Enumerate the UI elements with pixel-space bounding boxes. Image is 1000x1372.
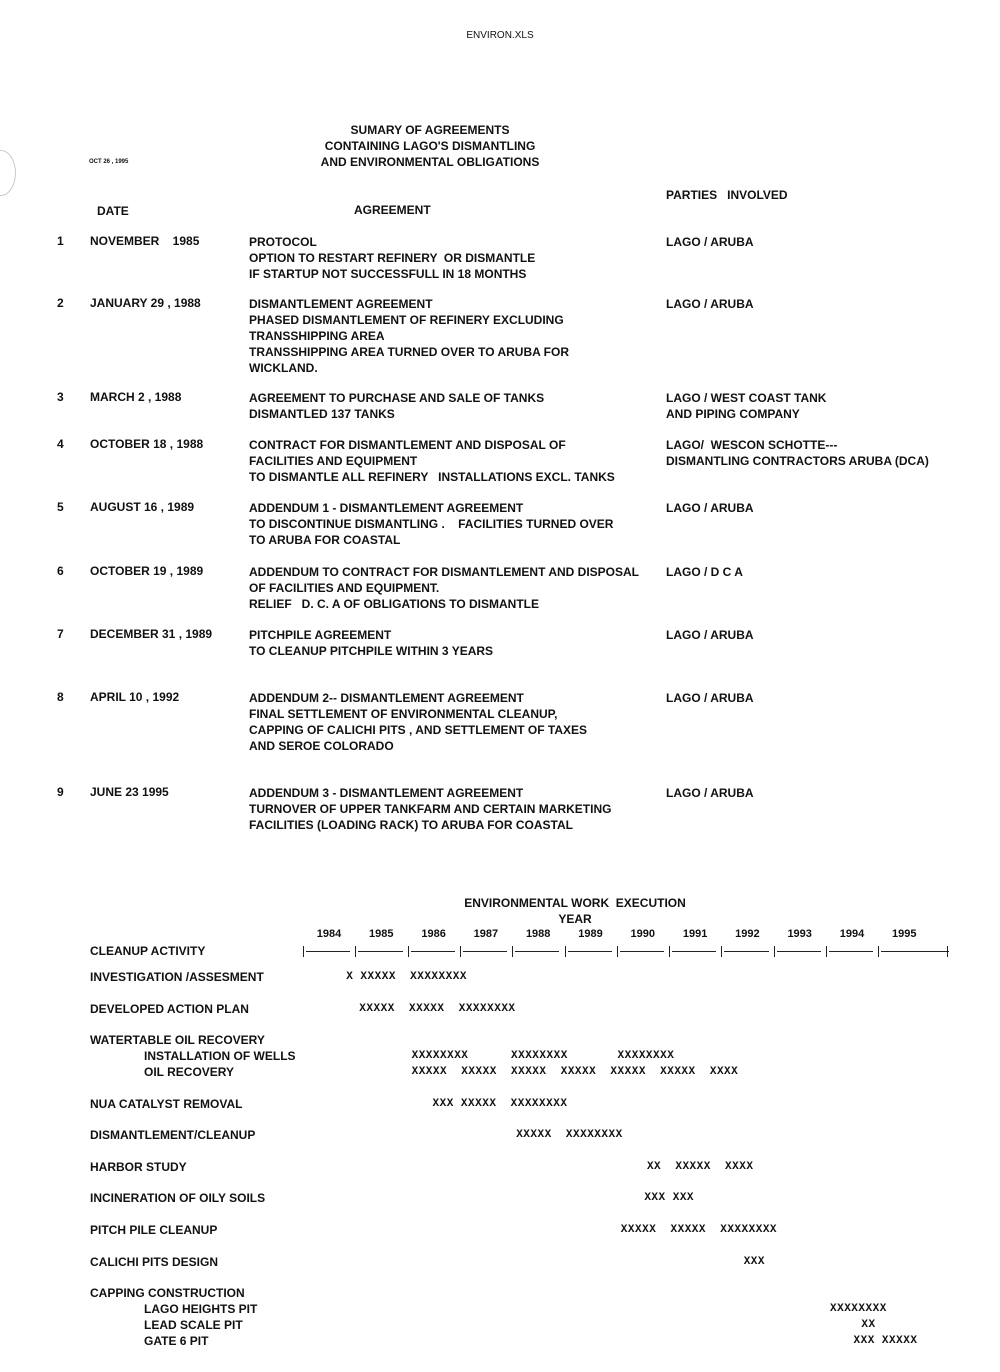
parties-involved bbox=[666, 785, 754, 801]
schedule-marks: XXX XXX bbox=[644, 1192, 695, 1204]
title-line: CONTAINING LAGO'S DISMANTLING bbox=[324, 139, 536, 153]
agreement-line: DISMANTLEMENT AGREEMENT bbox=[249, 297, 433, 311]
agreement-line: FINAL SETTLEMENT OF ENVIRONMENTAL CLEANUP, bbox=[249, 707, 558, 721]
schedule-marks: XXX bbox=[743, 1256, 766, 1268]
axis-tick bbox=[355, 946, 356, 957]
schedule-marks: XXXXX XXXXX XXXXX XXXXX XXXXX XXXXX XXXX bbox=[411, 1066, 739, 1078]
party-line: LAGO / ARUBA bbox=[666, 691, 754, 705]
activity-label: WATERTABLE OIL RECOVERY bbox=[90, 1033, 265, 1047]
agreement-line: PROTOCOL bbox=[249, 235, 317, 249]
agreement-line: RELIEF D. C. A OF OBLIGATIONS TO DISMANTLE bbox=[249, 597, 539, 611]
year-label: 1989 bbox=[578, 928, 603, 940]
axis-tick bbox=[669, 946, 670, 957]
axis-segment bbox=[620, 951, 664, 952]
agreement-line: TRANSSHIPPING AREA bbox=[249, 329, 385, 343]
axis-segment bbox=[463, 951, 507, 952]
sub-activity-label: GATE 6 PIT bbox=[144, 1334, 209, 1348]
agreement-number: 8 bbox=[57, 690, 64, 704]
agreement-line: OF FACILITIES AND EQUIPMENT. bbox=[249, 581, 440, 595]
axis-segment bbox=[777, 951, 821, 952]
party-line: AND PIPING COMPANY bbox=[666, 407, 800, 421]
agreement-line: CONTRACT FOR DISMANTLEMENT AND DISPOSAL OF bbox=[249, 438, 566, 452]
agreement-line: TURNOVER OF UPPER TANKFARM AND CERTAIN MARKETING bbox=[249, 802, 612, 816]
agreement-line: DISMANTLED 137 TANKS bbox=[249, 407, 395, 421]
agreement-line: ADDENDUM 2-- DISMANTLEMENT AGREEMENT bbox=[249, 691, 524, 705]
parties-involved bbox=[666, 627, 754, 643]
activity-label: PITCH PILE CLEANUP bbox=[90, 1223, 218, 1237]
schedule-title bbox=[430, 895, 720, 927]
sub-activity-label: LEAD SCALE PIT bbox=[144, 1318, 243, 1332]
agreement-description bbox=[249, 234, 535, 282]
schedule-marks: XXX XXXXX bbox=[853, 1335, 918, 1347]
activity-label: NUA CATALYST REMOVAL bbox=[90, 1097, 243, 1111]
schedule-marks: XXXXX XXXXX XXXXXXXX bbox=[620, 1224, 778, 1236]
agreement-date: OCTOBER 19 , 1989 bbox=[90, 564, 204, 578]
axis-tick bbox=[826, 946, 827, 957]
parties-involved bbox=[666, 390, 826, 422]
schedule-marks: XX XXXXX XXXX bbox=[646, 1161, 754, 1173]
column-header-agreement: AGREEMENT bbox=[354, 203, 431, 217]
agreement-line: TO DISCONTINUE DISMANTLING . FACILITIES TURNED OVER bbox=[249, 517, 614, 531]
agreement-number: 2 bbox=[57, 296, 64, 310]
sub-activity-label: OIL RECOVERY bbox=[144, 1065, 235, 1079]
year-label: 1991 bbox=[682, 928, 708, 940]
agreement-line: PITCHPILE AGREEMENT bbox=[249, 628, 392, 642]
schedule-marks: XXXXXXXX bbox=[830, 1303, 887, 1315]
axis-segment bbox=[411, 951, 455, 952]
cleanup-activity-header: CLEANUP ACTIVITY bbox=[90, 944, 206, 958]
agreement-line: OPTION TO RESTART REFINERY OR DISMANTLE bbox=[249, 251, 536, 265]
agreement-line: ADDENDUM 3 - DISMANTLEMENT AGREEMENT bbox=[249, 786, 524, 800]
schedule-marks: X XXXXX XXXXXXXX bbox=[346, 971, 467, 983]
agreement-description bbox=[249, 564, 639, 612]
title-line: SUMARY OF AGREEMENTS bbox=[350, 123, 510, 137]
agreement-description bbox=[249, 390, 544, 422]
axis-segment bbox=[515, 951, 559, 952]
agreement-line: AGREEMENT TO PURCHASE AND SALE OF TANKS bbox=[249, 391, 545, 405]
scan-edge-mark bbox=[0, 150, 16, 196]
agreement-date: JUNE 23 1995 bbox=[90, 785, 169, 799]
axis-segment bbox=[881, 951, 949, 952]
axis-tick bbox=[460, 946, 461, 957]
year-label: 1995 bbox=[892, 928, 917, 940]
sub-activity-label: LAGO HEIGHTS PIT bbox=[144, 1302, 258, 1316]
agreement-line: TO DISMANTLE ALL REFINERY INSTALLATIONS EXCL. TANKS bbox=[249, 470, 615, 484]
agreement-number: 3 bbox=[57, 390, 64, 404]
schedule-marks: XXXXXXXX XXXXXXXX XXXXXXXX bbox=[411, 1050, 675, 1062]
axis-tick bbox=[303, 946, 304, 957]
axis-tick bbox=[408, 946, 409, 957]
axis-segment bbox=[358, 951, 402, 952]
axis-tick bbox=[512, 946, 513, 957]
agreement-description bbox=[249, 627, 493, 659]
year-label: 1988 bbox=[525, 928, 551, 940]
agreement-line: TO ARUBA FOR COASTAL bbox=[249, 533, 401, 547]
agreement-description bbox=[249, 296, 569, 376]
year-label: 1985 bbox=[369, 928, 394, 940]
agreement-description bbox=[249, 785, 611, 833]
agreement-line: FACILITIES (LOADING RACK) TO ARUBA FOR COASTAL bbox=[249, 818, 573, 832]
activity-label: CAPPING CONSTRUCTION bbox=[90, 1286, 245, 1300]
year-label: 1984 bbox=[316, 928, 342, 940]
agreement-date: JANUARY 29 , 1988 bbox=[90, 296, 201, 310]
agreement-line: CAPPING OF CALICHI PITS , AND SETTLEMENT OF TAXES bbox=[249, 723, 588, 737]
sub-activity-label: INSTALLATION OF WELLS bbox=[144, 1049, 296, 1063]
activity-label: INVESTIGATION /ASSESMENT bbox=[90, 970, 264, 984]
activity-label: HARBOR STUDY bbox=[90, 1160, 187, 1174]
schedule-marks: XXXXX XXXXX XXXXXXXX bbox=[359, 1003, 516, 1015]
axis-segment bbox=[306, 951, 350, 952]
agreement-date: APRIL 10 , 1992 bbox=[90, 690, 180, 704]
schedule-title-main: ENVIRONMENTAL WORK EXECUTION bbox=[464, 896, 686, 910]
activity-label: INCINERATION OF OILY SOILS bbox=[90, 1191, 266, 1205]
year-label: 1986 bbox=[421, 928, 446, 940]
agreement-number: 7 bbox=[57, 627, 64, 641]
agreement-number: 9 bbox=[57, 785, 64, 799]
parties-involved bbox=[666, 296, 754, 312]
party-line: LAGO / ARUBA bbox=[666, 235, 754, 249]
column-header-parties: PARTIES INVOLVED bbox=[666, 188, 788, 202]
document-date: OCT 26 , 1995 bbox=[89, 159, 129, 165]
parties-involved bbox=[666, 437, 929, 469]
party-line: LAGO / D C A bbox=[666, 565, 743, 579]
year-label: 1994 bbox=[839, 928, 865, 940]
agreement-description bbox=[249, 690, 587, 754]
agreement-date: DECEMBER 31 , 1989 bbox=[90, 627, 213, 641]
year-label: 1992 bbox=[735, 928, 760, 940]
file-name: ENVIRON.XLS bbox=[466, 30, 534, 41]
activity-label: DEVELOPED ACTION PLAN bbox=[90, 1002, 249, 1016]
agreement-number: 1 bbox=[57, 234, 64, 248]
parties-involved bbox=[666, 690, 754, 706]
agreement-date: OCTOBER 18 , 1988 bbox=[90, 437, 204, 451]
party-line: LAGO / ARUBA bbox=[666, 297, 754, 311]
agreement-line: AND SEROE COLORADO bbox=[249, 739, 394, 753]
party-line: LAGO / ARUBA bbox=[666, 786, 754, 800]
activity-label: CALICHI PITS DESIGN bbox=[90, 1255, 219, 1269]
agreement-line: WICKLAND. bbox=[249, 361, 318, 375]
agreement-line: IF STARTUP NOT SUCCESSFULL IN 18 MONTHS bbox=[249, 267, 527, 281]
parties-involved bbox=[666, 500, 754, 516]
year-label: 1993 bbox=[787, 928, 812, 940]
activity-label: DISMANTLEMENT/CLEANUP bbox=[90, 1128, 256, 1142]
schedule-marks: XXX XXXXX XXXXXXXX bbox=[432, 1098, 568, 1110]
agreement-line: ADDENDUM 1 - DISMANTLEMENT AGREEMENT bbox=[249, 501, 524, 515]
schedule-title-year: YEAR bbox=[558, 912, 592, 926]
title-line: AND ENVIRONMENTAL OBLIGATIONS bbox=[320, 155, 540, 169]
agreement-date: MARCH 2 , 1988 bbox=[90, 390, 182, 404]
agreement-line: TRANSSHIPPING AREA TURNED OVER TO ARUBA FOR bbox=[249, 345, 570, 359]
agreement-line: PHASED DISMANTLEMENT OF REFINERY EXCLUDING bbox=[249, 313, 564, 327]
axis-segment bbox=[829, 951, 873, 952]
axis-tick bbox=[878, 946, 879, 957]
axis-tick bbox=[565, 946, 566, 957]
party-line: LAGO/ WESCON SCHOTTE--- bbox=[666, 438, 838, 452]
agreement-description bbox=[249, 437, 615, 485]
axis-segment bbox=[724, 951, 768, 952]
agreement-line: TO CLEANUP PITCHPILE WITHIN 3 YEARS bbox=[249, 644, 494, 658]
schedule-marks: XX bbox=[861, 1319, 876, 1331]
column-header-date: DATE bbox=[97, 204, 129, 218]
parties-involved bbox=[666, 564, 743, 580]
document-title bbox=[280, 122, 580, 170]
agreement-number: 5 bbox=[57, 500, 64, 514]
axis-segment bbox=[672, 951, 716, 952]
schedule-marks: XXXXX XXXXXXXX bbox=[516, 1129, 623, 1141]
party-line: DISMANTLING CONTRACTORS ARUBA (DCA) bbox=[666, 454, 929, 468]
axis-tick bbox=[617, 946, 618, 957]
party-line: LAGO / ARUBA bbox=[666, 501, 754, 515]
axis-segment bbox=[568, 951, 612, 952]
agreement-description bbox=[249, 500, 613, 548]
parties-involved bbox=[666, 234, 754, 250]
axis-tick bbox=[947, 946, 948, 957]
agreement-line: ADDENDUM TO CONTRACT FOR DISMANTLEMENT AND DISPOSAL bbox=[249, 565, 639, 579]
year-label: 1990 bbox=[630, 928, 656, 940]
agreement-number: 4 bbox=[57, 437, 64, 451]
agreement-line: FACILITIES AND EQUIPMENT bbox=[249, 454, 418, 468]
axis-tick bbox=[774, 946, 775, 957]
party-line: LAGO / ARUBA bbox=[666, 628, 754, 642]
year-label: 1987 bbox=[473, 928, 499, 940]
axis-tick bbox=[721, 946, 722, 957]
agreement-date: NOVEMBER 1985 bbox=[90, 234, 200, 248]
agreement-date: AUGUST 16 , 1989 bbox=[90, 500, 195, 514]
party-line: LAGO / WEST COAST TANK bbox=[666, 391, 827, 405]
agreement-number: 6 bbox=[57, 564, 64, 578]
